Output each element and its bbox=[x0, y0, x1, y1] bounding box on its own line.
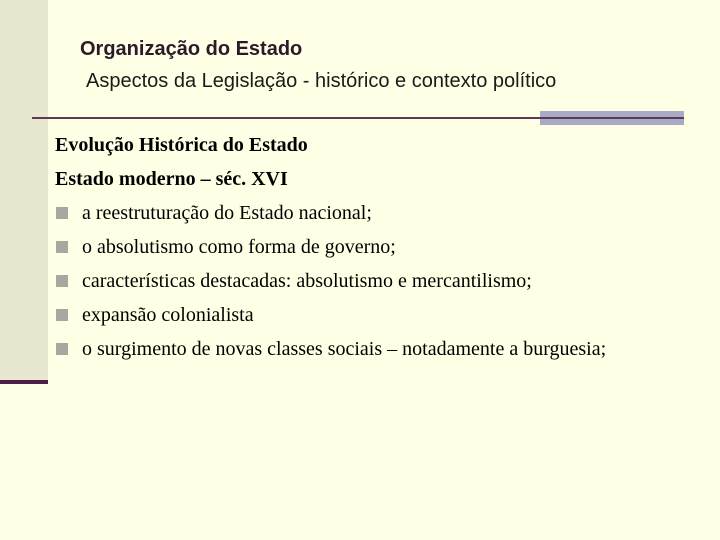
bullet-list bbox=[55, 196, 655, 363]
header-divider-line bbox=[32, 117, 540, 119]
square-bullet-icon bbox=[56, 343, 68, 355]
list-item bbox=[55, 298, 655, 332]
list-item-text: o absolutismo como forma de governo; bbox=[82, 236, 396, 258]
body-heading-history: Evolução Histórica do Estado bbox=[55, 134, 308, 156]
square-bullet-icon bbox=[56, 207, 68, 219]
list-item bbox=[55, 332, 655, 363]
list-item bbox=[55, 264, 655, 298]
list-item-text: a reestruturação do Estado nacional; bbox=[82, 202, 372, 224]
sidebar-accent-line bbox=[0, 380, 48, 384]
slide-title: Organização do Estado bbox=[80, 38, 303, 60]
square-bullet-icon bbox=[56, 241, 68, 253]
square-bullet-icon bbox=[56, 309, 68, 321]
slide-subtitle: Aspectos da Legislação - histórico e contexto político bbox=[86, 70, 557, 92]
list-item-text: expansão colonialista bbox=[82, 304, 254, 326]
list-item-text: características destacadas: absolutismo e mercantilismo; bbox=[82, 270, 532, 292]
list-item-text: o surgimento de novas classes sociais – notadamente a burguesia; bbox=[82, 338, 607, 360]
body-heading-modern-state: Estado moderno – séc. XVI bbox=[55, 168, 288, 190]
list-item bbox=[55, 230, 655, 264]
left-sidebar-bar bbox=[0, 0, 48, 384]
list-item bbox=[55, 196, 655, 230]
header-divider-accent-line bbox=[540, 117, 684, 119]
square-bullet-icon bbox=[56, 275, 68, 287]
slide-body bbox=[55, 128, 655, 363]
